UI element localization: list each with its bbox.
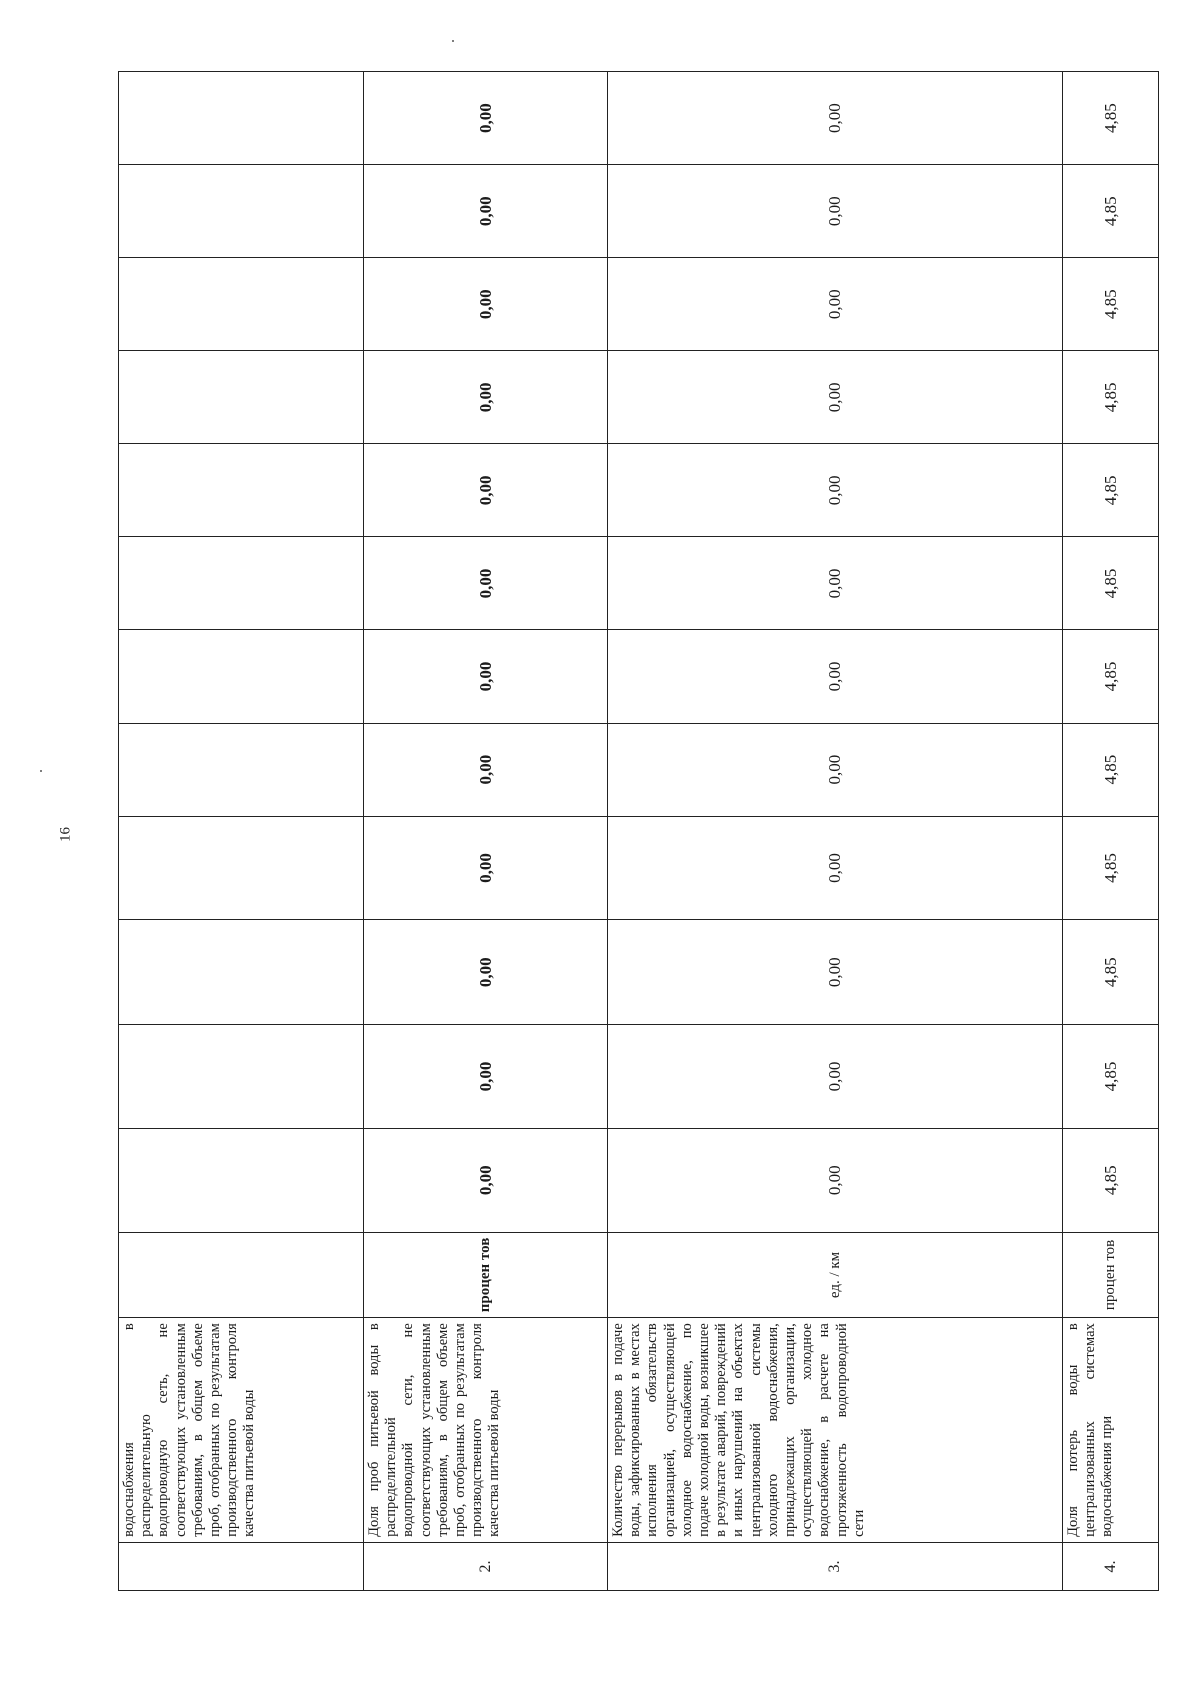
value-cell	[119, 444, 364, 537]
table-row	[1063, 72, 1159, 1591]
value-cell: 0,00	[608, 816, 1063, 920]
row-number-cell	[119, 1542, 364, 1590]
value-cell: 0,00	[364, 816, 608, 920]
page-number: 16	[57, 827, 74, 842]
row-number-cell: 3.	[608, 1542, 1063, 1590]
value-cell: 0,00	[364, 537, 608, 630]
indicator-name-cell: Доля потерь воды в централизованных системах водоснабжения при	[1063, 1318, 1159, 1543]
value-cell: 4,85	[1063, 1128, 1159, 1232]
value-cell	[119, 351, 364, 444]
value-cell: 0,00	[364, 1128, 608, 1232]
value-cell	[119, 165, 364, 258]
value-cell	[119, 920, 364, 1025]
rotated-table	[118, 71, 1158, 1591]
value-cell: 0,00	[364, 351, 608, 444]
value-cell: 0,00	[364, 723, 608, 816]
value-cell: 4,85	[1063, 351, 1159, 444]
value-cell: 0,00	[364, 630, 608, 723]
value-cell: 0,00	[608, 723, 1063, 816]
table-row	[119, 72, 364, 1591]
scan-speck	[40, 770, 42, 772]
value-cell: 0,00	[608, 1128, 1063, 1232]
value-cell	[119, 537, 364, 630]
indicator-name-cell: Доля проб питьевой воды в распределительной водопроводной сети, не соответствующих установленным требованиям, в общем объеме проб, отобранных по результатам производственного контроля качества питьевой воды	[364, 1318, 608, 1543]
value-cell: 0,00	[608, 351, 1063, 444]
row-number-cell: 4.	[1063, 1542, 1159, 1590]
unit-cell: процен тов	[364, 1232, 608, 1318]
value-cell: 0,00	[608, 72, 1063, 165]
value-cell: 4,85	[1063, 630, 1159, 723]
indicator-name-cell: Количество перерывов в подаче воды, зафиксированных в местах исполнения обязательств организацией, осуществляющей холодное водоснабжение, по подаче холодной воды, возникшее в результате аварий, повреждений и иных нарушений на объектах централизованной системы холодного водоснабжения, принадлежащих организации, осуществляющей холодное водоснабжение, в расчете на протяженность водопроводной сети	[608, 1318, 1063, 1543]
value-cell: 0,00	[608, 165, 1063, 258]
value-cell: 4,85	[1063, 72, 1159, 165]
value-cell: 4,85	[1063, 444, 1159, 537]
value-cell: 0,00	[608, 444, 1063, 537]
value-cell: 0,00	[364, 920, 608, 1025]
value-cell: 0,00	[364, 72, 608, 165]
value-cell	[119, 1025, 364, 1129]
value-cell: 4,85	[1063, 920, 1159, 1025]
value-cell: 4,85	[1063, 537, 1159, 630]
indicators-table	[118, 71, 1159, 1591]
value-cell: 0,00	[364, 258, 608, 351]
value-cell	[119, 630, 364, 723]
value-cell: 4,85	[1063, 258, 1159, 351]
scan-speck	[452, 40, 454, 42]
value-cell: 0,00	[364, 444, 608, 537]
value-cell	[119, 1128, 364, 1232]
value-cell: 0,00	[364, 165, 608, 258]
value-cell: 4,85	[1063, 816, 1159, 920]
value-cell: 0,00	[364, 1025, 608, 1129]
value-cell	[119, 258, 364, 351]
table-row	[364, 72, 608, 1591]
unit-cell: ед. / км	[608, 1232, 1063, 1318]
value-cell: 4,85	[1063, 723, 1159, 816]
value-cell: 4,85	[1063, 165, 1159, 258]
value-cell	[119, 72, 364, 165]
row-number-cell: 2.	[364, 1542, 608, 1590]
value-cell: 0,00	[608, 258, 1063, 351]
value-cell: 4,85	[1063, 1025, 1159, 1129]
unit-cell: процен тов	[1063, 1232, 1159, 1318]
indicator-name-cell: водоснабжения в распределительную водопроводную сеть, не соответствующих установленным требованиям, в общем объеме проб, отобранных по результатам производственного контроля качества питьевой воды	[119, 1318, 364, 1543]
value-cell	[119, 723, 364, 816]
value-cell: 0,00	[608, 537, 1063, 630]
value-cell: 0,00	[608, 920, 1063, 1025]
value-cell	[119, 816, 364, 920]
unit-cell	[119, 1232, 364, 1318]
value-cell: 0,00	[608, 630, 1063, 723]
table-row	[608, 72, 1063, 1591]
value-cell: 0,00	[608, 1025, 1063, 1129]
